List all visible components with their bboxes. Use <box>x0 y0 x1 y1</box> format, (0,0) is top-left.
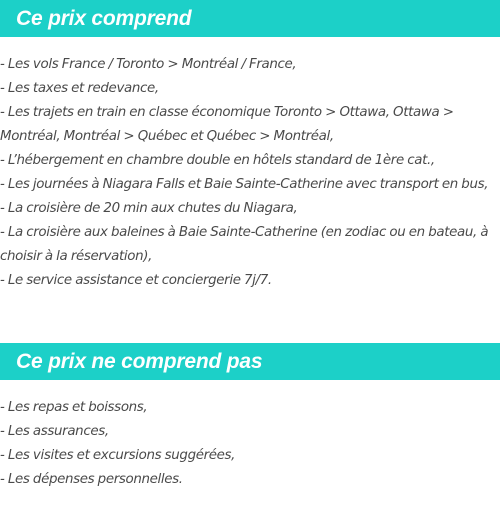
list-item: - L’hébergement en chambre double en hôtels standard de 1ère cat., <box>0 153 435 168</box>
section-title-included: Ce prix comprend <box>16 6 192 30</box>
list-item: - Les taxes et redevance, <box>0 81 159 96</box>
section-header-included <box>0 0 500 37</box>
list-item: - Les dépenses personnelles. <box>0 472 183 487</box>
list-item: - Les journées à Niagara Falls et Baie Sainte-Catherine avec transport en bus, <box>0 177 489 192</box>
list-item: - La croisière de 20 min aux chutes du Niagara, <box>0 201 298 216</box>
section-title-excluded: Ce prix ne comprend pas <box>16 349 263 373</box>
list-item: - Les repas et boissons, <box>0 400 148 415</box>
list-item: - Les trajets en train en classe économique Toronto > Ottawa, Ottawa > Montréal, Montréal > Québec et Québec > Montréal, <box>0 105 454 144</box>
excluded-items-list <box>0 396 500 492</box>
list-item: - Les vols France / Toronto > Montréal / France, <box>0 57 297 72</box>
list-item: - Les assurances, <box>0 424 109 439</box>
list-item: - La croisière aux baleines à Baie Sainte-Catherine (en zodiac ou en bateau, à choisir à la réservation), <box>0 225 489 264</box>
section-header-excluded <box>0 343 500 380</box>
included-items-list <box>0 53 500 293</box>
list-item: - Les visites et excursions suggérées, <box>0 448 236 463</box>
list-item: - Le service assistance et conciergerie 7j/7. <box>0 273 272 288</box>
